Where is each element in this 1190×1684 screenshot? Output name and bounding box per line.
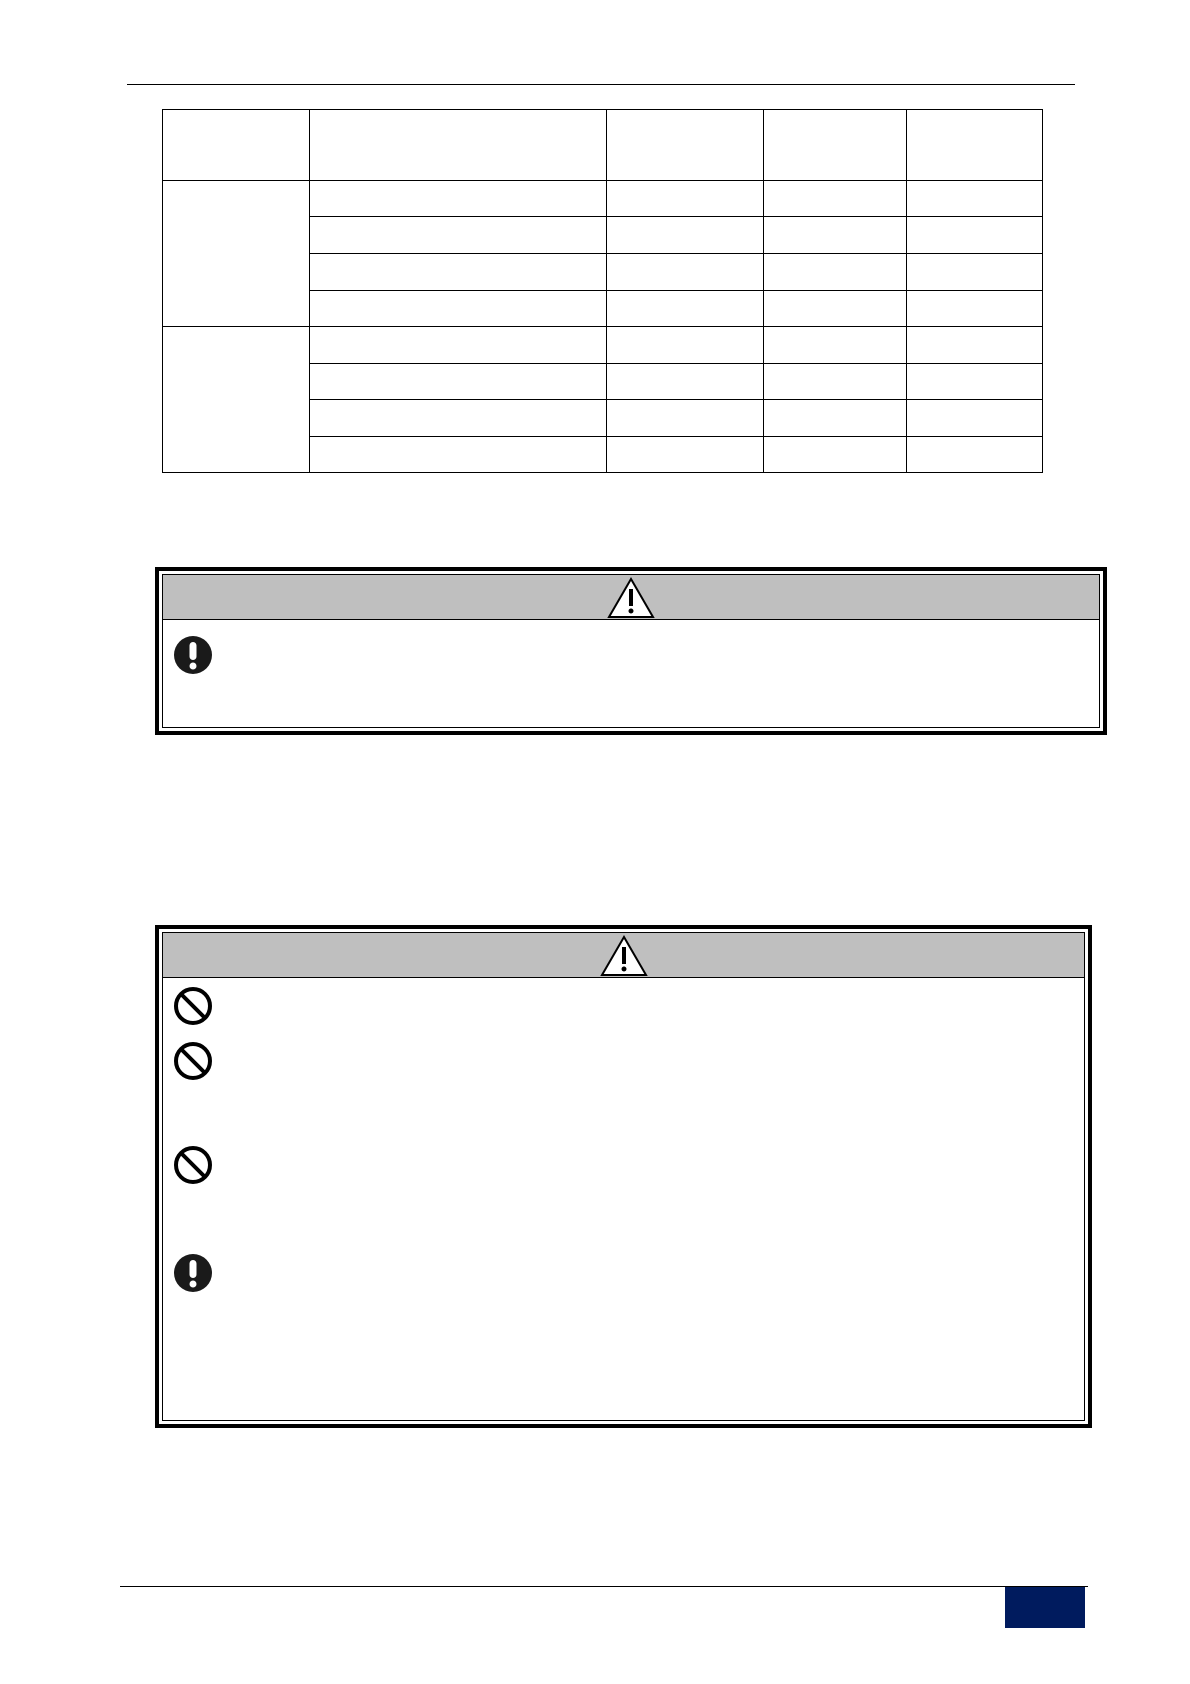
footer-rule: [120, 1586, 1088, 1587]
table-cell: [764, 254, 907, 291]
table-header-cell: [163, 110, 310, 181]
table-cell: [310, 364, 607, 400]
table-cell: [907, 400, 1043, 437]
prohibition-icon: [173, 1041, 213, 1081]
table-cell: [907, 217, 1043, 254]
header-rule: [127, 84, 1075, 85]
warning-item: [173, 635, 1089, 675]
table-header-cell: [607, 110, 764, 181]
table-cell: [310, 291, 607, 327]
table-row: [163, 327, 1043, 364]
table-cell: [310, 217, 607, 254]
table-row: [163, 181, 1043, 217]
warning-item: [173, 1145, 1074, 1185]
table-cell: [310, 437, 607, 473]
warning-item: [173, 1253, 1074, 1293]
table-cell: [310, 254, 607, 291]
table-cell: [310, 181, 607, 217]
prohibition-icon: [173, 1145, 213, 1185]
warning-header: [163, 933, 1084, 978]
table-header-cell: [907, 110, 1043, 181]
table-cell: [607, 364, 764, 400]
table-cell: [607, 327, 764, 364]
warning-box: [155, 567, 1107, 735]
table-cell: [607, 291, 764, 327]
page-number-tab: [1005, 1587, 1085, 1628]
table-cell: [764, 364, 907, 400]
table-header-row: [163, 110, 1043, 181]
exclamation-circle-icon: [173, 635, 213, 675]
warning-item: [173, 1041, 1074, 1081]
spec-table: [162, 109, 1043, 473]
table-cell: [310, 327, 607, 364]
table-cell: [607, 181, 764, 217]
table-cell: [764, 327, 907, 364]
table-cell: [907, 254, 1043, 291]
table-cell: [907, 291, 1043, 327]
exclamation-circle-icon: [173, 1253, 213, 1293]
table-header-cell: [310, 110, 607, 181]
warning-triangle-icon: [607, 577, 655, 619]
table-cell: [764, 437, 907, 473]
table-cell: [764, 181, 907, 217]
warning-header: [163, 575, 1099, 620]
table-cell: [310, 400, 607, 437]
warning-triangle-icon: [600, 935, 648, 977]
table-cell: [764, 291, 907, 327]
warning-box: [155, 925, 1092, 1428]
table-group-label: [163, 181, 310, 327]
table-group-label: [163, 327, 310, 473]
prohibition-icon: [173, 986, 213, 1026]
table-cell: [907, 181, 1043, 217]
table-cell: [607, 400, 764, 437]
table-cell: [907, 327, 1043, 364]
table-cell: [607, 254, 764, 291]
table-cell: [764, 217, 907, 254]
table-cell: [607, 437, 764, 473]
table-cell: [907, 437, 1043, 473]
table-cell: [907, 364, 1043, 400]
table-cell: [764, 400, 907, 437]
table-header-cell: [764, 110, 907, 181]
table-cell: [607, 217, 764, 254]
warning-item: [173, 986, 1074, 1026]
